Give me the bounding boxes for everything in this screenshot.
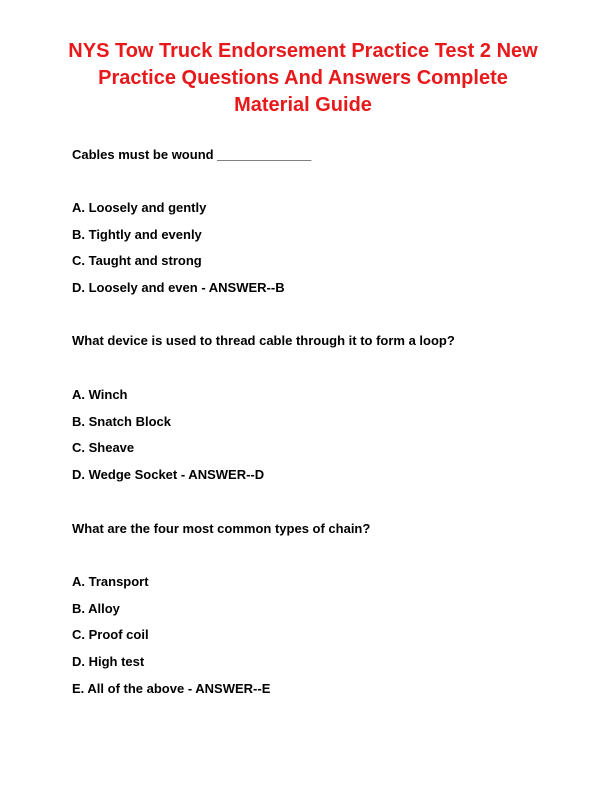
question-1-text: Cables must be wound _____________ [72, 147, 312, 162]
question-1-option-b: B. Tightly and evenly [72, 227, 202, 242]
question-1-option-d: D. Loosely and even - ANSWER--B [72, 280, 285, 295]
title-line-1: NYS Tow Truck Endorsement Practice Test 2 New [68, 40, 538, 62]
document-title [40, 38, 566, 119]
question-2-option-b: B. Snatch Block [72, 414, 171, 429]
question-3-option-c: C. Proof coil [72, 627, 149, 642]
question-2-text: What device is used to thread cable through it to form a loop? [72, 333, 455, 348]
question-3-option-d: D. High test [72, 654, 145, 669]
title-line-2: Practice Questions And Answers Complete [98, 67, 508, 89]
question-3-option-a: A. Transport [72, 574, 149, 589]
question-3-text: What are the four most common types of chain? [72, 521, 371, 536]
title-line-3: Material Guide [234, 94, 372, 116]
question-3-option-e: E. All of the above - ANSWER--E [72, 681, 271, 696]
question-2-option-a: A. Winch [72, 387, 128, 402]
question-1-option-c: C. Taught and strong [72, 253, 202, 268]
question-2-option-c: C. Sheave [72, 440, 135, 455]
question-3-option-b: B. Alloy [72, 601, 120, 616]
question-1-option-a: A. Loosely and gently [72, 200, 207, 215]
question-2-option-d: D. Wedge Socket - ANSWER--D [72, 467, 265, 482]
